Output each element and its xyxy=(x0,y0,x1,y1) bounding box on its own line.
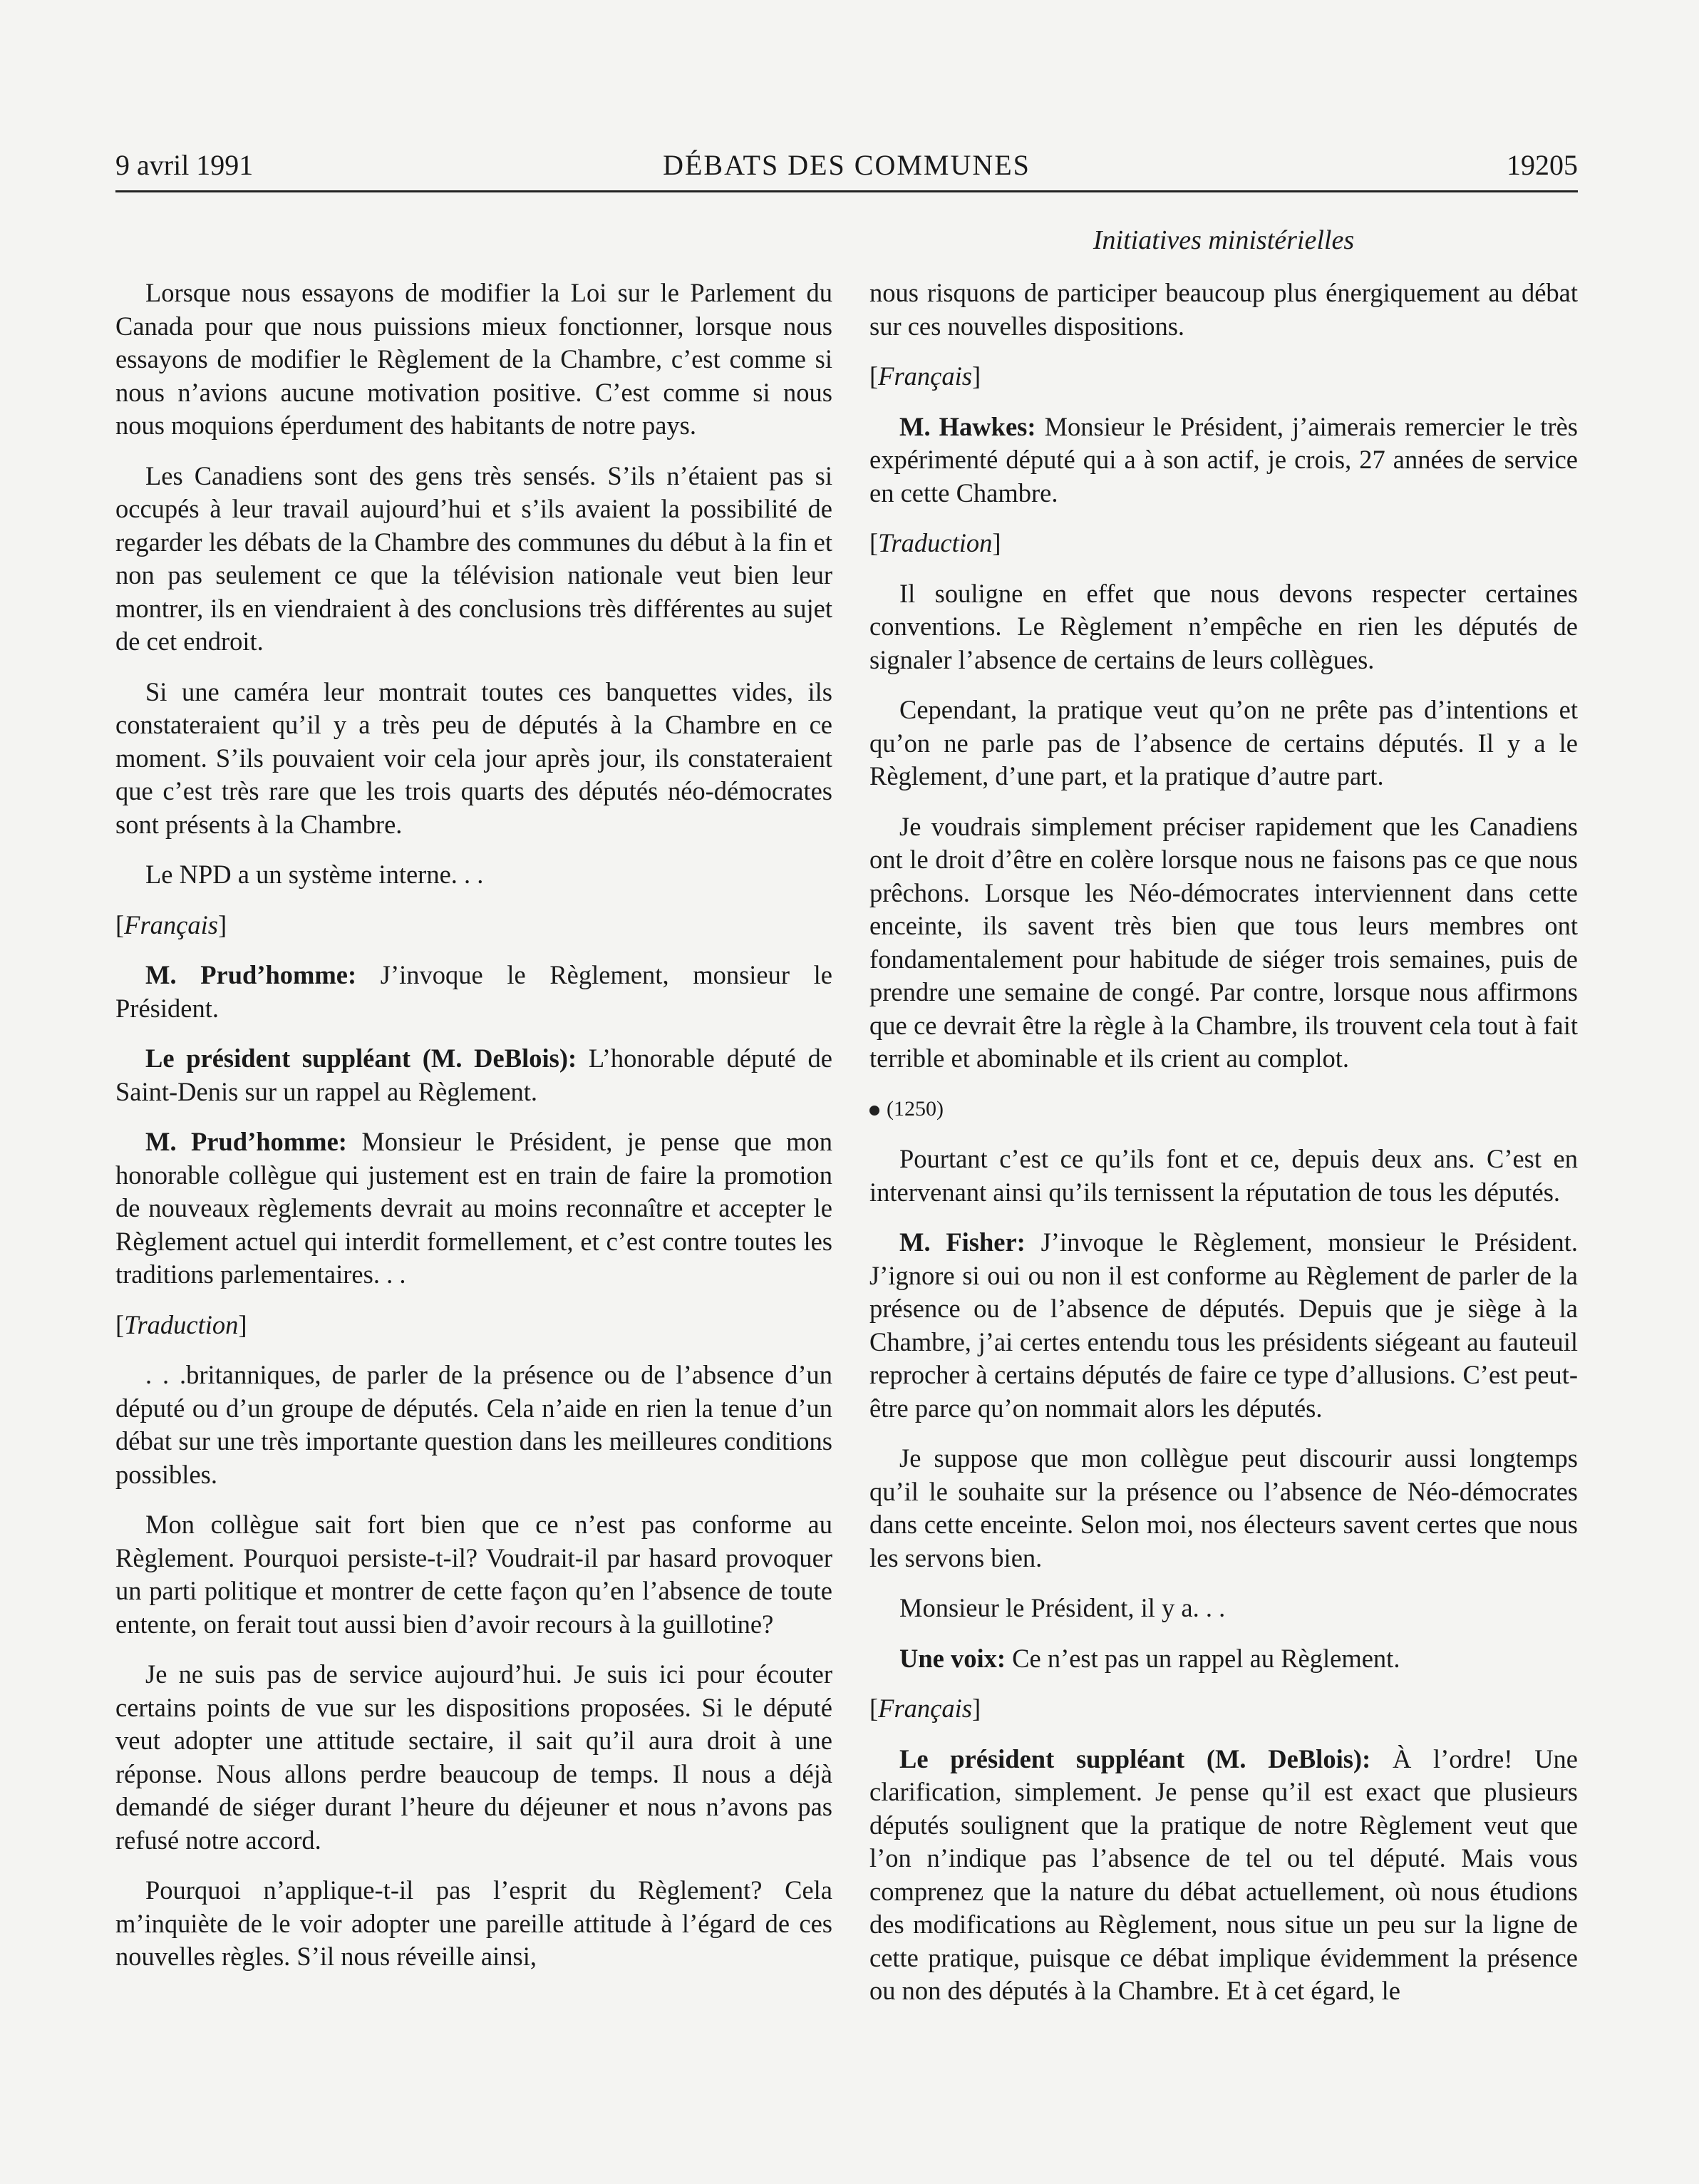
language-tag-label: Traduction xyxy=(878,528,993,557)
speech-paragraph xyxy=(869,1642,1578,1676)
speech-text: Ce n’est pas un rappel au Règlement. xyxy=(1006,1643,1400,1673)
speech-text: J’invoque le Règlement, monsieur le Président. xyxy=(115,960,833,1023)
speaker-name: Le président suppléant (M. DeBlois): xyxy=(145,1044,577,1073)
timestamp-text: (1250) xyxy=(887,1096,944,1121)
paragraph: Je voudrais simplement préciser rapidement que les Canadiens ont le droit d’être en colère lorsque nous ne faisons pas ce que nous prêchons. Lorsque les Néo-démocrates interviennent dans cette enceinte, ils savent très bien que tous leurs membres ont fondamentalement pour habitude de siéger trois semaines, puis de prendre une semaine de congé. Par contre, lorsque nous affirmons que ce devrait être la règle à la Chambre, ils trouvent cela tout à fait terrible et abominable et ils crient au complot. xyxy=(869,811,1578,1073)
speaker-name: Une voix: xyxy=(899,1643,1006,1673)
section-title: Initiatives ministérielles xyxy=(1093,225,1355,255)
paragraph: Le NPD a un système interne. . . xyxy=(145,860,484,889)
paragraph: Il souligne en effet que nous devons respecter certaines conventions. Le Règlement n’empêche en rien les députés de signaler l’absence de certains de leurs collègues. xyxy=(869,578,1578,674)
paragraph: nous risquons de participer beaucoup plus énergiquement au débat sur ces nouvelles dispositions. xyxy=(869,278,1578,341)
left-column xyxy=(115,277,832,1991)
speech-paragraph xyxy=(869,1743,1578,2008)
header-title: DÉBATS DES COMMUNES xyxy=(663,149,1031,181)
speaker-name: M. Fisher: xyxy=(899,1227,1026,1257)
paragraph: Je ne suis pas de service aujourd’hui. Je suis ici pour écouter certains points de vue sur les dispositions proposées. Si le député veut adopter une attitude sectaire, il sait qu’il aura droit à une réponse. Nous allons perdre beaucoup de temps. Il nous a déjà demandé de siéger durant l’heure du déjeuner et nous n’avons pas refusé notre accord. xyxy=(115,1659,832,1855)
speaker-name: M. Hawkes: xyxy=(899,411,1036,441)
speech-paragraph xyxy=(115,1126,832,1292)
right-column xyxy=(869,277,1578,2025)
speech-paragraph xyxy=(869,1226,1578,1425)
language-tag-label: Français xyxy=(878,1694,972,1723)
language-tag: [Français] xyxy=(115,910,227,939)
speaker-name: M. Prud’homme: xyxy=(145,1127,347,1156)
page-header xyxy=(115,146,1578,192)
language-tag-label: Français xyxy=(124,910,218,939)
paragraph: Pourquoi n’applique-t-il pas l’esprit du Règlement? Cela m’inquiète de le voir adopter une pareille attitude à l’égard de ces nouvelles règles. S’il nous réveille ainsi, xyxy=(115,1875,832,1971)
header-page-number: 19205 xyxy=(1507,149,1578,181)
language-tag: [Français] xyxy=(869,361,981,391)
speech-paragraph xyxy=(869,411,1578,510)
paragraph: Les Canadiens sont des gens très sensés. S’ils n’étaient pas si occupés à leur travail aujourd’hui et s’ils avaient la possibilité de regarder les débats de la Chambre des communes du début à la fin et non pas seulement ce que la télévision nationale veut bien leur montrer, ils en viendraient à des conclusions très différentes au sujet de cet endroit. xyxy=(115,460,832,656)
paragraph: Cependant, la pratique veut qu’on ne prête pas d’intentions et qu’on ne parle pas de l’absence de certains députés. Il y a le Règlement, d’une part, et la pratique d’autre part. xyxy=(869,695,1578,790)
speech-text: J’invoque le Règlement, monsieur le Président. J’ignore si oui ou non il est conforme au Règlement de parler de la présence ou de l’absence de députés. Depuis que je siège à la Chambre, j’ai certes entendu tous les présidents siégeant au fauteuil reprocher à certains députés de faire ce type d’allusions. C’est peut-être parce qu’on nommait alors les députés. xyxy=(869,1227,1578,1423)
header-date: 9 avril 1991 xyxy=(115,149,254,181)
paragraph: Monsieur le Président, il y a. . . xyxy=(899,1593,1226,1622)
speech-text: L’honorable député de Saint-Denis sur un rappel au Règlement. xyxy=(115,1044,832,1106)
paragraph: Pourtant c’est ce qu’ils font et ce, depuis deux ans. C’est en intervenant ainsi qu’ils ternissent la réputation de tous les députés. xyxy=(869,1144,1578,1207)
speech-paragraph xyxy=(115,1042,832,1108)
paragraph: Lorsque nous essayons de modifier la Loi sur le Parlement du Canada pour que nous puissions mieux fonctionner, lorsque nous essayons de modifier le Règlement de la Chambre, c’est comme si nous n’avions aucune motivation positive. C’est comme si nous nous moquions éperdument des habitants de notre pays. xyxy=(115,278,832,440)
paragraph: Si une caméra leur montrait toutes ces banquettes vides, ils constateraient qu’il y a très peu de députés à la Chambre en ce moment. S’ils pouvaient voir cela jour après jour, ils constateraient que c’est très rare que les trois quarts des députés néo-démocrates sont présents à la Chambre. xyxy=(115,676,832,839)
speaker-name: M. Prud’homme: xyxy=(145,960,357,989)
language-tag: [Traduction] xyxy=(115,1309,247,1339)
language-tag-label: Traduction xyxy=(124,1309,239,1339)
language-tag: [Traduction] xyxy=(869,528,1001,557)
timestamp xyxy=(869,1093,1578,1126)
speech-paragraph xyxy=(115,959,832,1025)
bullet-icon xyxy=(869,1106,879,1116)
speech-text: Monsieur le Président, je pense que mon honorable collègue qui justement est en train de faire la promotion de nouveaux règlements devrait au moins reconnaître et accepter le Règlement actuel qui interdit formellement, et c’est contre toutes les traditions parlementaires. . . xyxy=(115,1127,832,1289)
paragraph: Mon collègue sait fort bien que ce n’est pas conforme au Règlement. Pourquoi persiste-t-il? Voudrait-il par hasard provoquer un parti politique et montrer de cette façon qu’en l’absence de toute entente, on ferait tout aussi bien d’avoir recours à la guillotine? xyxy=(115,1510,832,1639)
paragraph: . . .britanniques, de parler de la présence ou de l’absence d’un député ou d’un groupe de députés. Cela n’aide en rien la tenue d’un débat sur une très importante question dans les meilleures conditions possibles. xyxy=(115,1360,832,1489)
speech-text: À l’ordre! Une clarification, simplement. Je pense qu’il est exact que plusieurs députés soulignent que la pratique de notre Règlement veut que l’on n’indique pas l’absence de tel ou tel député. Mais vous comprenez que la nature du débat actuellement, où nous étudions des modifications au Règlement, nous situe un peu sur la ligne de cette pratique, puisque ce débat implique évidemment la présence ou non des députés à la Chambre. Et à cet égard, le xyxy=(869,1743,1578,2005)
speaker-name: Le président suppléant (M. DeBlois): xyxy=(899,1743,1371,1773)
speech-text: Monsieur le Président, j’aimerais remercier le très expérimenté député qui a à son actif, je crois, 27 années de service en cette Chambre. xyxy=(869,411,1579,508)
paragraph: Je suppose que mon collègue peut discourir aussi longtemps qu’il le souhaite sur la présence ou l’absence de Néo-démocrates dans cette enceinte. Selon moi, nos électeurs savent certes que nous les servons bien. xyxy=(869,1443,1578,1572)
language-tag: [Français] xyxy=(869,1694,981,1723)
language-tag-label: Français xyxy=(878,361,972,391)
